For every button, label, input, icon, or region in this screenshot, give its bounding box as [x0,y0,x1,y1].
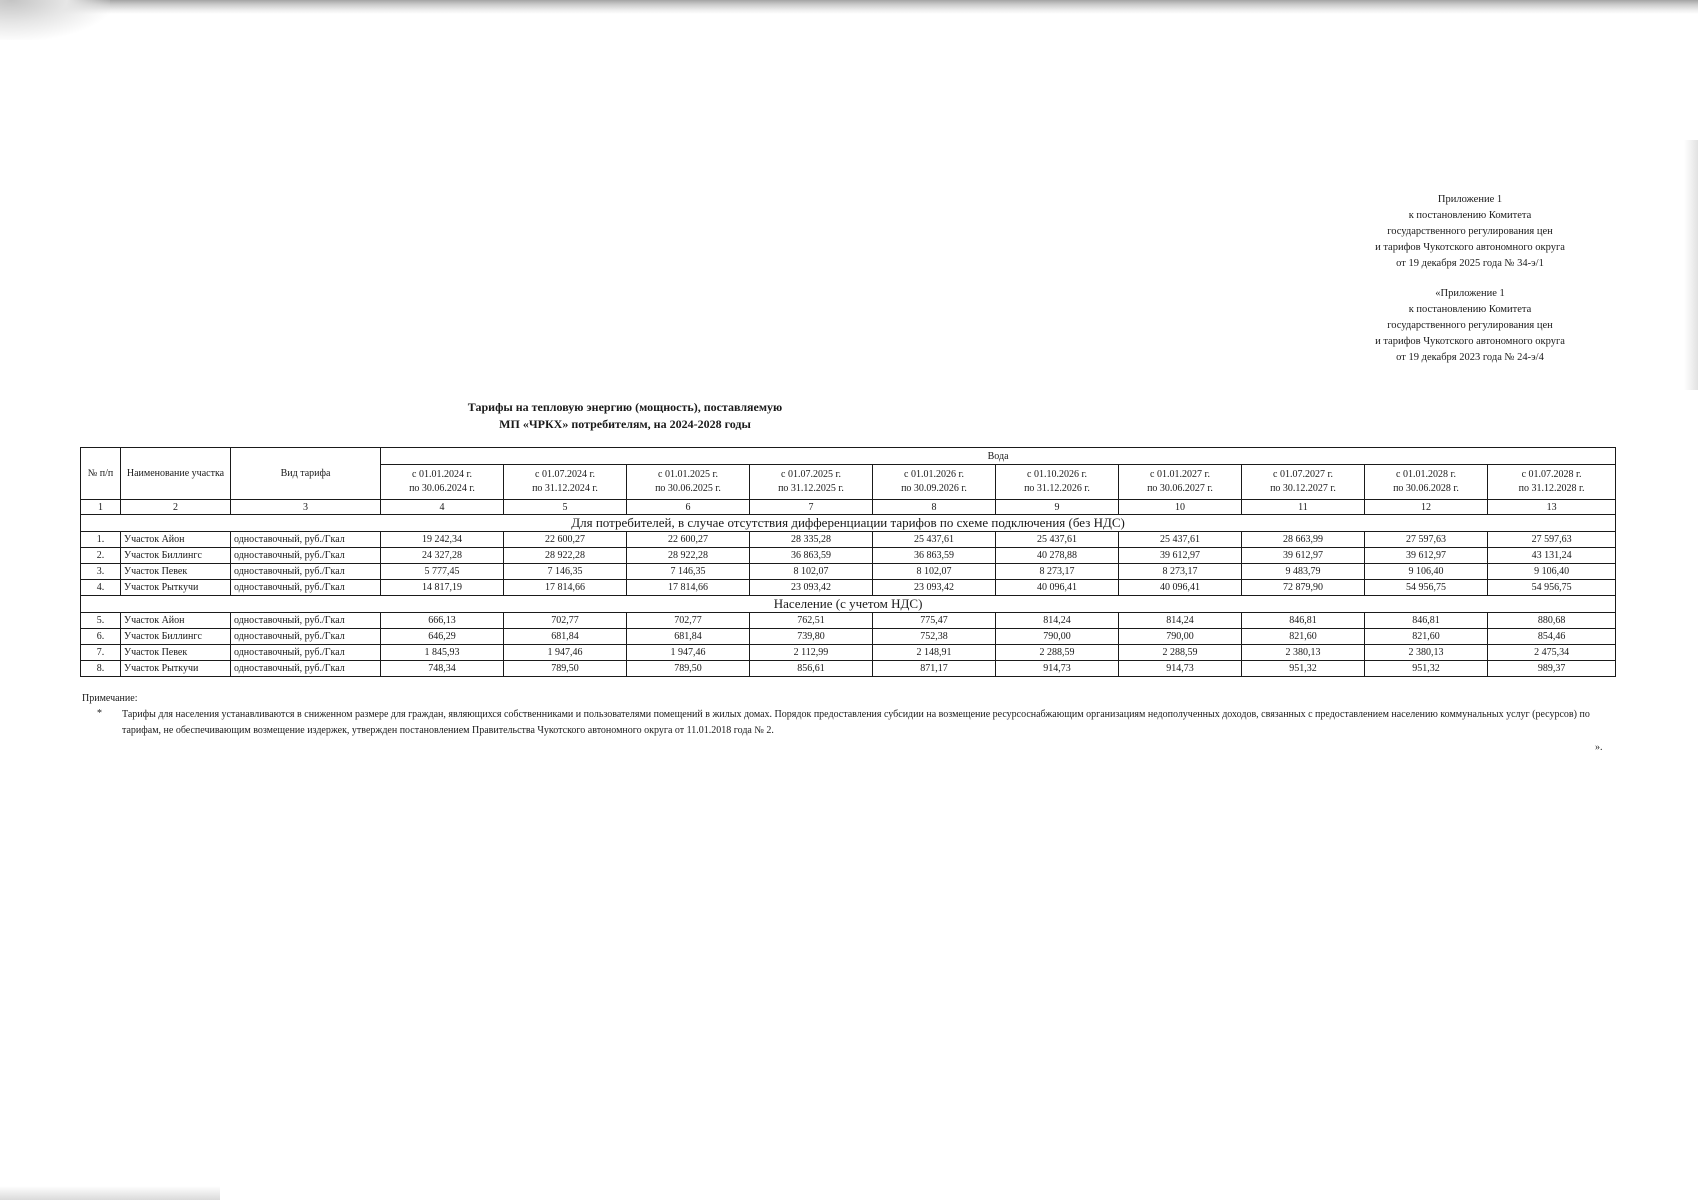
tariff-value: 951,32 [1365,661,1488,677]
tariff-value: 8 102,07 [750,564,873,580]
period-to: по 30.06.2025 г. [655,483,721,494]
tariff-value: 9 106,40 [1488,564,1616,580]
approval-line: от 19 декабря 2023 года № 24-э/4 [1396,352,1544,363]
tariff-value: 681,84 [504,629,627,645]
tariff-value: 40 096,41 [996,580,1119,596]
tariff-table [80,447,1616,677]
period-to: по 30.09.2026 г. [901,483,967,494]
table-row [81,580,1616,596]
tariff-value: 821,60 [1365,629,1488,645]
period-from: с 01.01.2024 г. [412,469,472,480]
tariff-value: 1 845,93 [381,645,504,661]
period-from: с 01.01.2026 г. [904,469,964,480]
row-number: 1. [81,532,121,548]
tariff-value: 752,38 [873,629,996,645]
tariff-value: 914,73 [996,661,1119,677]
tariff-value: 739,80 [750,629,873,645]
tariff-value: 646,29 [381,629,504,645]
scan-shadow-corner [0,0,110,40]
tariff-value: 846,81 [1365,613,1488,629]
approval-line: к постановлению Комитета [1408,304,1532,315]
period-to: по 31.12.2025 г. [778,483,844,494]
row-number: 3. [81,564,121,580]
header-number: № п/п [81,448,121,500]
table-row [81,629,1616,645]
row-number: 4. [81,580,121,596]
approval-block-current [1340,192,1600,272]
header-period [1488,465,1616,500]
table-row [81,564,1616,580]
header-period [381,465,504,500]
table-row [81,532,1616,548]
row-number: 2. [81,548,121,564]
table-row [81,613,1616,629]
row-number: 6. [81,629,121,645]
tariff-value: 22 600,27 [504,532,627,548]
column-number: 1 [81,500,121,515]
tariff-value: 2 380,13 [1242,645,1365,661]
tariff-value: 25 437,61 [1119,532,1242,548]
column-number: 11 [1242,500,1365,515]
period-from: с 01.07.2028 г. [1521,469,1582,480]
approval-line: и тарифов Чукотского автономного округа [1375,336,1565,347]
approval-line: Приложение 1 [1437,194,1503,205]
document-title [80,399,1170,433]
tariff-type: одноставочный, руб./Гкал [231,661,381,677]
closing-quote: ». [1595,742,1603,753]
header-period [1242,465,1365,500]
table-row [81,645,1616,661]
site-name: Участок Рыткучи [121,580,231,596]
approval-line: государственного регулирования цен [1387,226,1553,237]
tariff-value: 789,50 [627,661,750,677]
column-number: 13 [1488,500,1616,515]
period-to: по 30.06.2027 г. [1147,483,1213,494]
tariff-value: 789,50 [504,661,627,677]
note-heading: Примечание: [82,693,138,704]
header-period [750,465,873,500]
period-from: с 01.07.2027 г. [1273,469,1333,480]
scan-shadow-top [0,0,1698,14]
period-to: по 31.12.2026 г. [1024,483,1090,494]
column-number: 7 [750,500,873,515]
table-row [81,661,1616,677]
tariff-value: 36 863,59 [873,548,996,564]
period-to: по 30.06.2024 г. [409,483,475,494]
tariff-value: 28 922,28 [627,548,750,564]
tariff-value: 28 335,28 [750,532,873,548]
note-text: Тарифы для населения устанавливаются в сниженном размере для граждан, являющихся собственниками и пользователями помещений в жилых домах. Порядок предоставления субсидии на возмещение ресурсоснабжающим организациям недополученных доходов, связанных с предоставлением населению коммунальных услуг (ресурсов) по тарифам, не обеспечивающим возмещение издержек, утвержден постановлением Правительства Чукотского автономного округа от 11.01.2018 года № 2. [122,709,1590,736]
header-period [1119,465,1242,500]
site-name: Участок Айон [121,532,231,548]
tariff-value: 39 612,97 [1119,548,1242,564]
tariff-value: 762,51 [750,613,873,629]
period-from: с 01.01.2025 г. [658,469,718,480]
title-line-2: МП «ЧРКХ» потребителям, на 2024-2028 годы [499,417,751,431]
period-from: с 01.01.2027 г. [1150,469,1210,480]
period-from: с 01.07.2025 г. [781,469,841,480]
tariff-value: 9 483,79 [1242,564,1365,580]
tariff-value: 23 093,42 [750,580,873,596]
section-title: Для потребителей, в случае отсутствия дифференциации тарифов по схеме подключения (без НДС) [81,515,1616,532]
tariff-value: 39 612,97 [1365,548,1488,564]
tariff-value: 40 278,88 [996,548,1119,564]
row-number: 5. [81,613,121,629]
tariff-value: 25 437,61 [996,532,1119,548]
approval-line: и тарифов Чукотского автономного округа [1375,242,1565,253]
approval-line: к постановлению Комитета [1408,210,1532,221]
tariff-value: 14 817,19 [381,580,504,596]
tariff-value: 871,17 [873,661,996,677]
column-number: 12 [1365,500,1488,515]
tariff-value: 72 879,90 [1242,580,1365,596]
tariff-value: 748,34 [381,661,504,677]
period-to: по 30.06.2028 г. [1393,483,1459,494]
tariff-value: 8 102,07 [873,564,996,580]
approval-block-original [1340,286,1600,366]
tariff-value: 2 288,59 [996,645,1119,661]
tariff-value: 17 814,66 [627,580,750,596]
tariff-value: 25 437,61 [873,532,996,548]
table-row [81,548,1616,564]
period-to: по 31.12.2028 г. [1518,483,1585,494]
tariff-value: 23 093,42 [873,580,996,596]
tariff-value: 681,84 [627,629,750,645]
tariff-value: 814,24 [996,613,1119,629]
tariff-value: 7 146,35 [504,564,627,580]
period-to: по 30.12.2027 г. [1270,483,1336,494]
column-number: 4 [381,500,504,515]
tariff-value: 951,32 [1242,661,1365,677]
header-group-water: Вода [381,448,1616,465]
site-name: Участок Биллингс [121,629,231,645]
tariff-value: 2 288,59 [1119,645,1242,661]
column-number: 9 [996,500,1119,515]
tariff-value: 856,61 [750,661,873,677]
approval-line: государственного регулирования цен [1387,320,1553,331]
column-number: 2 [121,500,231,515]
tariff-type: одноставочный, руб./Гкал [231,532,381,548]
title-line-1: Тарифы на тепловую энергию (мощность), поставляемую [467,400,783,414]
tariff-value: 2 112,99 [750,645,873,661]
note-bullet: * [97,708,102,719]
tariff-value: 28 663,99 [1242,532,1365,548]
tariff-value: 22 600,27 [627,532,750,548]
section-row [81,515,1616,532]
column-number: 6 [627,500,750,515]
tariff-value: 846,81 [1242,613,1365,629]
scan-shadow-bottom [0,1186,220,1200]
column-number: 10 [1119,500,1242,515]
tariff-type: одноставочный, руб./Гкал [231,645,381,661]
column-number: 8 [873,500,996,515]
tariff-type: одноставочный, руб./Гкал [231,613,381,629]
tariff-value: 880,68 [1488,613,1616,629]
tariff-type: одноставочный, руб./Гкал [231,564,381,580]
tariff-type: одноставочный, руб./Гкал [231,580,381,596]
tariff-value: 27 597,63 [1365,532,1488,548]
period-from: с 01.07.2024 г. [535,469,595,480]
tariff-value: 2 148,91 [873,645,996,661]
tariff-value: 2 475,34 [1488,645,1616,661]
header-period [1365,465,1488,500]
tariff-value: 854,46 [1488,629,1616,645]
period-from: с 01.10.2026 г. [1027,469,1087,480]
tariff-value: 8 273,17 [996,564,1119,580]
tariff-value: 54 956,75 [1365,580,1488,596]
tariff-value: 8 273,17 [1119,564,1242,580]
tariff-value: 19 242,34 [381,532,504,548]
tariff-value: 28 922,28 [504,548,627,564]
site-name: Участок Рыткучи [121,661,231,677]
tariff-value: 1 947,46 [504,645,627,661]
tariff-value: 702,77 [627,613,750,629]
section-title: Население (с учетом НДС) [81,596,1616,613]
tariff-type: одноставочный, руб./Гкал [231,629,381,645]
site-name: Участок Певек [121,645,231,661]
approval-line: от 19 декабря 2025 года № 34-э/1 [1396,258,1544,269]
tariff-value: 39 612,97 [1242,548,1365,564]
tariff-value: 702,77 [504,613,627,629]
tariff-value: 821,60 [1242,629,1365,645]
header-period [873,465,996,500]
tariff-value: 36 863,59 [750,548,873,564]
period-from: с 01.01.2028 г. [1396,469,1456,480]
period-to: по 31.12.2024 г. [532,483,598,494]
tariff-value: 43 131,24 [1488,548,1616,564]
tariff-value: 790,00 [996,629,1119,645]
tariff-value: 790,00 [1119,629,1242,645]
tariff-value: 40 096,41 [1119,580,1242,596]
header-period [504,465,627,500]
approval-line: «Приложение 1 [1435,288,1505,299]
tariff-value: 27 597,63 [1488,532,1616,548]
tariff-value: 7 146,35 [627,564,750,580]
site-name: Участок Айон [121,613,231,629]
header-period [996,465,1119,500]
column-number: 5 [504,500,627,515]
scan-shadow-right [1684,140,1698,390]
row-number: 7. [81,645,121,661]
column-number: 3 [231,500,381,515]
header-tariff-type: Вид тарифа [231,448,381,500]
site-name: Участок Певек [121,564,231,580]
tariff-value: 5 777,45 [381,564,504,580]
tariff-type: одноставочный, руб./Гкал [231,548,381,564]
tariff-value: 54 956,75 [1488,580,1616,596]
tariff-value: 2 380,13 [1365,645,1488,661]
tariff-value: 9 106,40 [1365,564,1488,580]
section-row [81,596,1616,613]
tariff-value: 666,13 [381,613,504,629]
tariff-value: 24 327,28 [381,548,504,564]
row-number: 8. [81,661,121,677]
tariff-value: 1 947,46 [627,645,750,661]
site-name: Участок Биллингс [121,548,231,564]
tariff-value: 914,73 [1119,661,1242,677]
tariff-value: 989,37 [1488,661,1616,677]
header-site-name: Наименование участка [121,448,231,500]
tariff-value: 775,47 [873,613,996,629]
tariff-value: 17 814,66 [504,580,627,596]
tariff-value: 814,24 [1119,613,1242,629]
header-period [627,465,750,500]
